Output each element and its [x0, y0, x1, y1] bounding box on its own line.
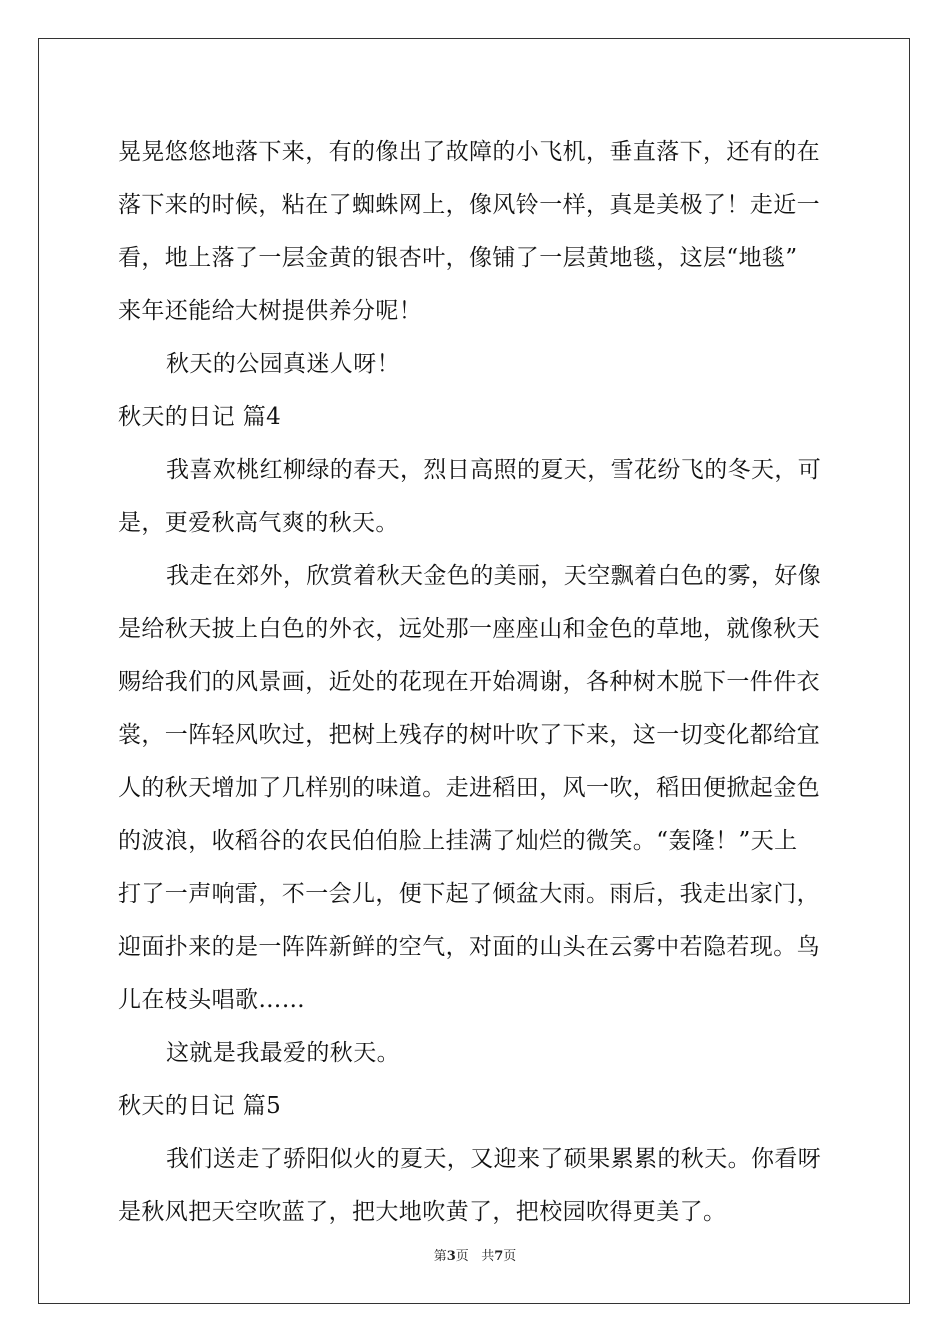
footer-total-suffix: 页: [503, 1249, 517, 1264]
text-line-20: 我们送走了骄阳似火的夏天，又迎来了硕果累累的秋天。你看呀: [166, 1146, 822, 1172]
footer-page-suffix: 页: [455, 1249, 469, 1264]
section-heading-5: 秋天的日记 篇5: [118, 1093, 282, 1119]
page-footer: [0, 1245, 950, 1264]
text-line-15: 打了一声响雷，不一会儿，便下起了倾盆大雨。雨后，我走出家门，: [118, 881, 820, 907]
footer-total-prefix: 共: [481, 1249, 495, 1264]
text-line-1: 晃晃悠悠地落下来，有的像出了故障的小飞机，垂直落下，还有的在: [118, 139, 820, 165]
text-line-14: 的波浪，收稻谷的农民伯伯脸上挂满了灿烂的微笑。“轰隆！”天上: [118, 828, 798, 854]
footer-page-prefix: 第: [433, 1249, 447, 1264]
footer-page-number: 3: [446, 1249, 456, 1264]
text-line-10: 是给秋天披上白色的外衣，远处那一座座山和金色的草地，就像秋天: [118, 616, 820, 642]
text-line-4: 来年还能给大树提供养分呢！: [118, 298, 423, 324]
section-heading-4: 秋天的日记 篇4: [118, 404, 282, 430]
text-line-3: 看，地上落了一层金黄的银杏叶，像铺了一层黄地毯，这层“地毯”: [118, 245, 798, 271]
footer-total-pages: 7: [494, 1249, 504, 1264]
text-line-2: 落下来的时候，粘在了蜘蛛网上，像风铃一样，真是美极了！走近一: [118, 192, 820, 218]
text-line-11: 赐给我们的风景画，近处的花现在开始凋谢，各种树木脱下一件件衣: [118, 669, 820, 695]
text-line-21: 是秋风把天空吹蓝了，把大地吹黄了，把校园吹得更美了。: [118, 1199, 727, 1225]
text-line-16: 迎面扑来的是一阵阵新鲜的空气，对面的山头在云雾中若隐若现。鸟: [118, 934, 820, 960]
text-line-8: 是，更爱秋高气爽的秋天。: [118, 510, 399, 536]
text-line-18: 这就是我最爱的秋天。: [166, 1040, 400, 1066]
text-line-9: 我走在郊外，欣赏着秋天金色的美丽，天空飘着白色的雾，好像: [166, 563, 822, 589]
text-line-7: 我喜欢桃红柳绿的春天，烈日高照的夏天，雪花纷飞的冬天，可: [166, 457, 822, 483]
text-line-13: 人的秋天增加了几样别的味道。走进稻田，风一吹，稻田便掀起金色: [118, 775, 820, 801]
text-line-17: 儿在枝头唱歌……: [118, 987, 306, 1013]
document-body: [118, 126, 834, 1239]
text-line-5: 秋天的公园真迷人呀！: [166, 351, 400, 377]
text-line-12: 裳，一阵轻风吹过，把树上残存的树叶吹了下来，这一切变化都给宜: [118, 722, 820, 748]
